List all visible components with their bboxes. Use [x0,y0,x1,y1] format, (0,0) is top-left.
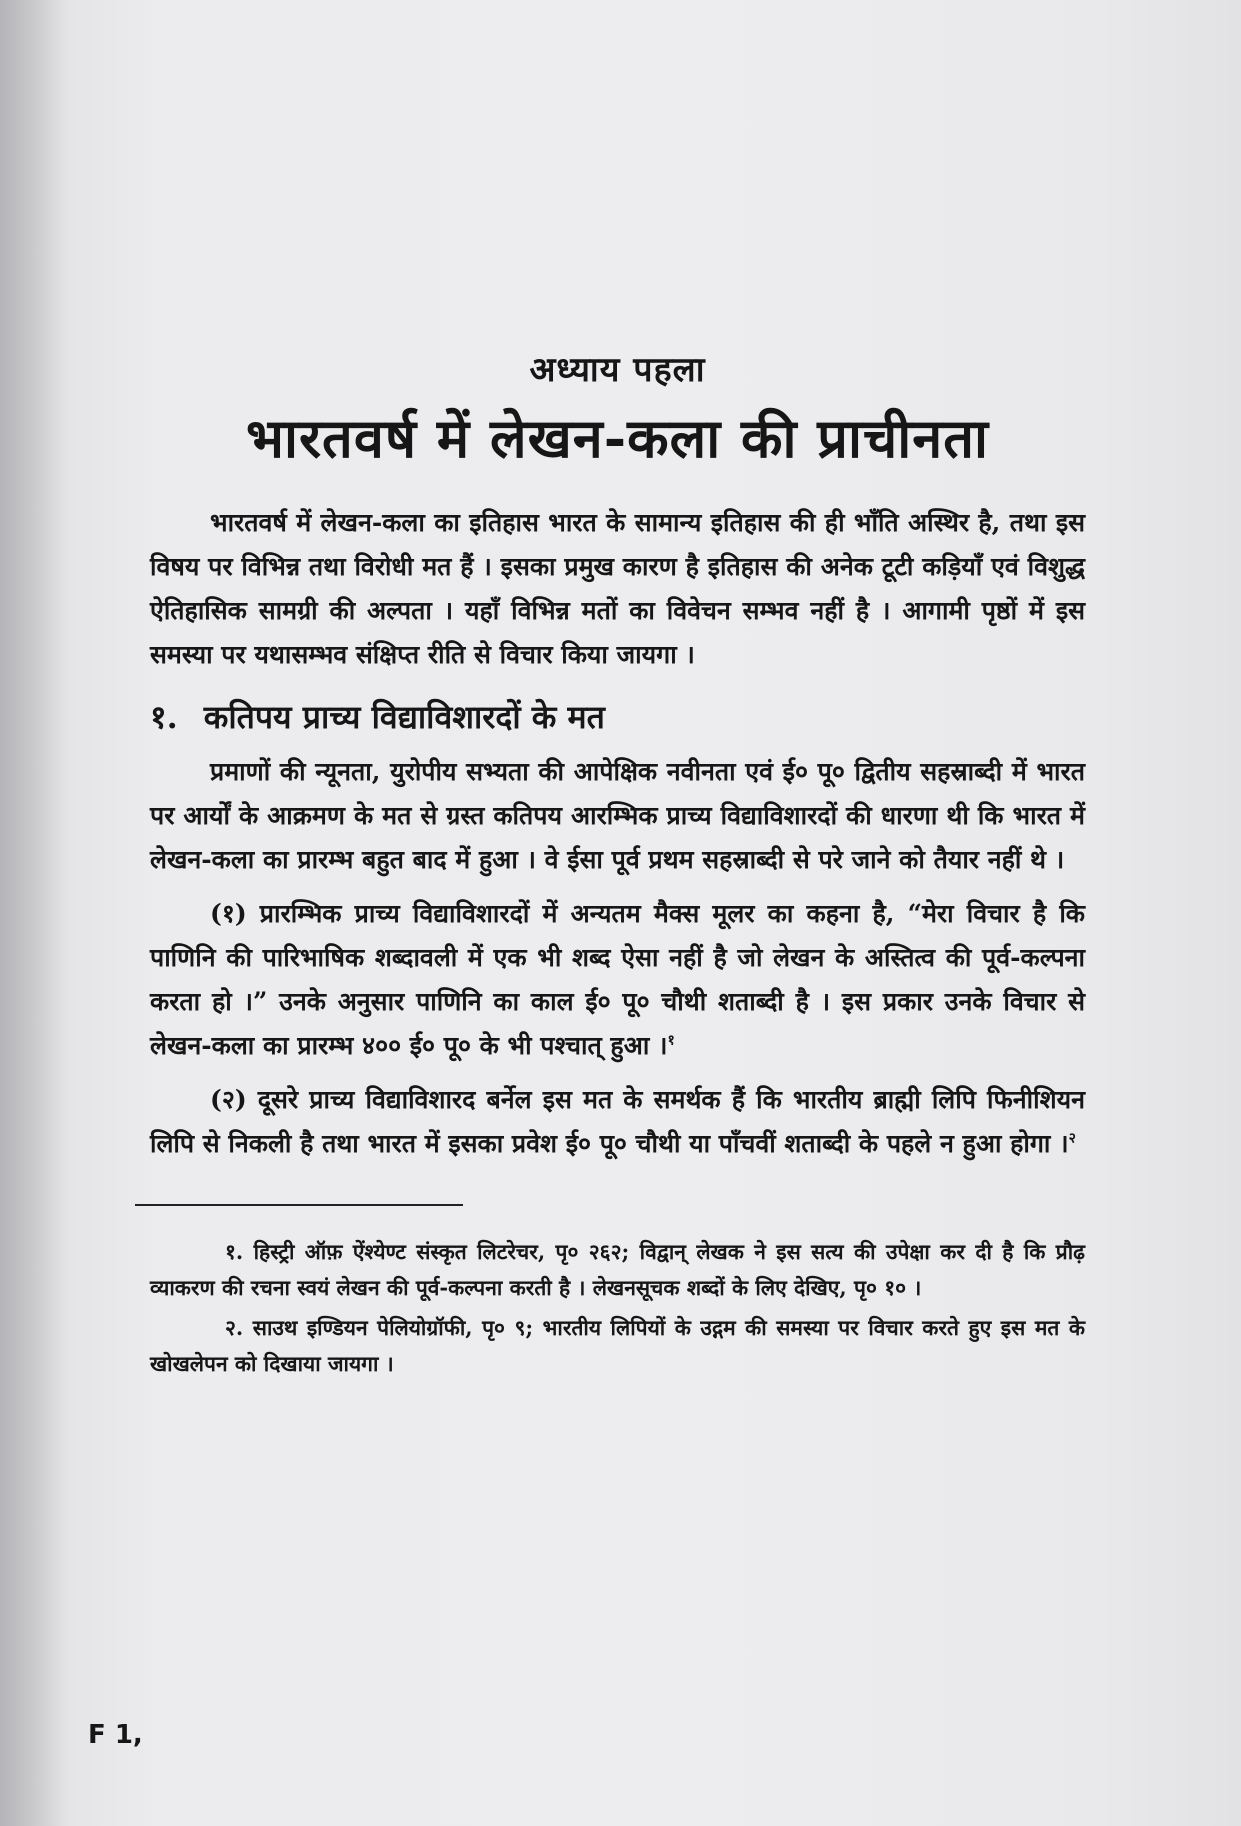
section-intro-paragraph: प्रमाणों की न्यूनता, युरोपीय सभ्यता की आपेक्षिक नवीनता एवं ई० पू० द्वितीय सहस्राब्दी में भारत पर आर्यों के आक्रमण के मत से ग्रस्त कतिपय आरम्भिक प्राच्य विद्याविशारदों की धारणा थी कि भारत में लेखन-कला का प्रारम्भ बहुत बाद में हुआ । वे ईसा पूर्व प्रथम सहस्राब्दी से परे जाने को तैयार नहीं थे । [150,757,1085,874]
section-number: १. [150,698,178,736]
chapter-label: अध्याय पहला [529,350,706,390]
footnote-2: २. साउथ इण्डियन पेलियोग्रॉफी, पृ० ९; भारतीय लिपियों के उद्गम की समस्या पर विचार करते हुए इस मत के खोखलेपन को दिखाया जायगा । [150,1315,1085,1376]
footnote-1: १. हिस्ट्री ऑफ़ ऐंश्येण्ट संस्कृत लिटरेचर, पृ० २६२; विद्वान् लेखक ने इस सत्य की उपेक्षा कर दी है कि प्रौढ़ व्याकरण की रचना स्वयं लेखन की पूर्व-कल्पना करती है । लेखनसूचक शब्दों के लिए देखिए, पृ० १० । [150,1239,1085,1300]
point-1-paragraph [150,892,1085,1068]
page-gutter-shadow [0,0,70,1826]
section-title: कतिपय प्राच्य विद्याविशारदों के मत [203,698,605,736]
footnote-ref-2: २ [1068,1130,1076,1147]
point-1-text: (१) प्रारम्भिक प्राच्य विद्याविशारदों में अन्यतम मैक्स मूलर का कहना है, “मेरा विचार है कि पाणिनि की पारिभाषिक शब्दावली में एक भी शब्द ऐसा नहीं है जो लेखन के अस्तित्व की पूर्व-कल्पना करता हो ।” उनके अनुसार पाणिनि का काल ई० पू० चौथी शताब्दी है । इस प्रकार उनके विचार से लेखन-कला का प्रारम्भ ४०० ई० पू० के भी पश्चात् हुआ । [150,899,1085,1060]
signature-mark: F 1, [88,1720,143,1750]
point-2-paragraph [150,1078,1085,1166]
footnote-ref-1: १ [667,1032,675,1049]
chapter-title: भारतवर्ष में लेखन-कला की प्राचीनता [246,406,989,470]
section-heading [150,695,1085,738]
point-2-text: (२) दूसरे प्राच्य विद्याविशारद बर्नेल इस मत के समर्थक हैं कि भारतीय ब्राह्मी लिपि फिनीशियन लिपि से निकली है तथा भारत में इसका प्रवेश ई० पू० चौथी या पाँचवीं शताब्दी के पहले न हुआ होगा । [150,1085,1085,1158]
footnote-divider [135,1204,463,1206]
intro-paragraph: भारतवर्ष में लेखन-कला का इतिहास भारत के सामान्य इतिहास की ही भाँति अस्थिर है, तथा इस विषय पर विभिन्न तथा विरोधी मत हैं । इसका प्रमुख कारण है इतिहास की अनेक टूटी कड़ियाँ एवं विशुद्ध ऐतिहासिक सामग्री की अल्पता । यहाँ विभिन्न मतों का विवेचन सम्भव नहीं है । आगामी पृष्ठों में इस समस्या पर यथासम्भव संक्षिप्त रीति से विचार किया जायगा । [150,508,1085,669]
page-content [150,345,1085,1386]
